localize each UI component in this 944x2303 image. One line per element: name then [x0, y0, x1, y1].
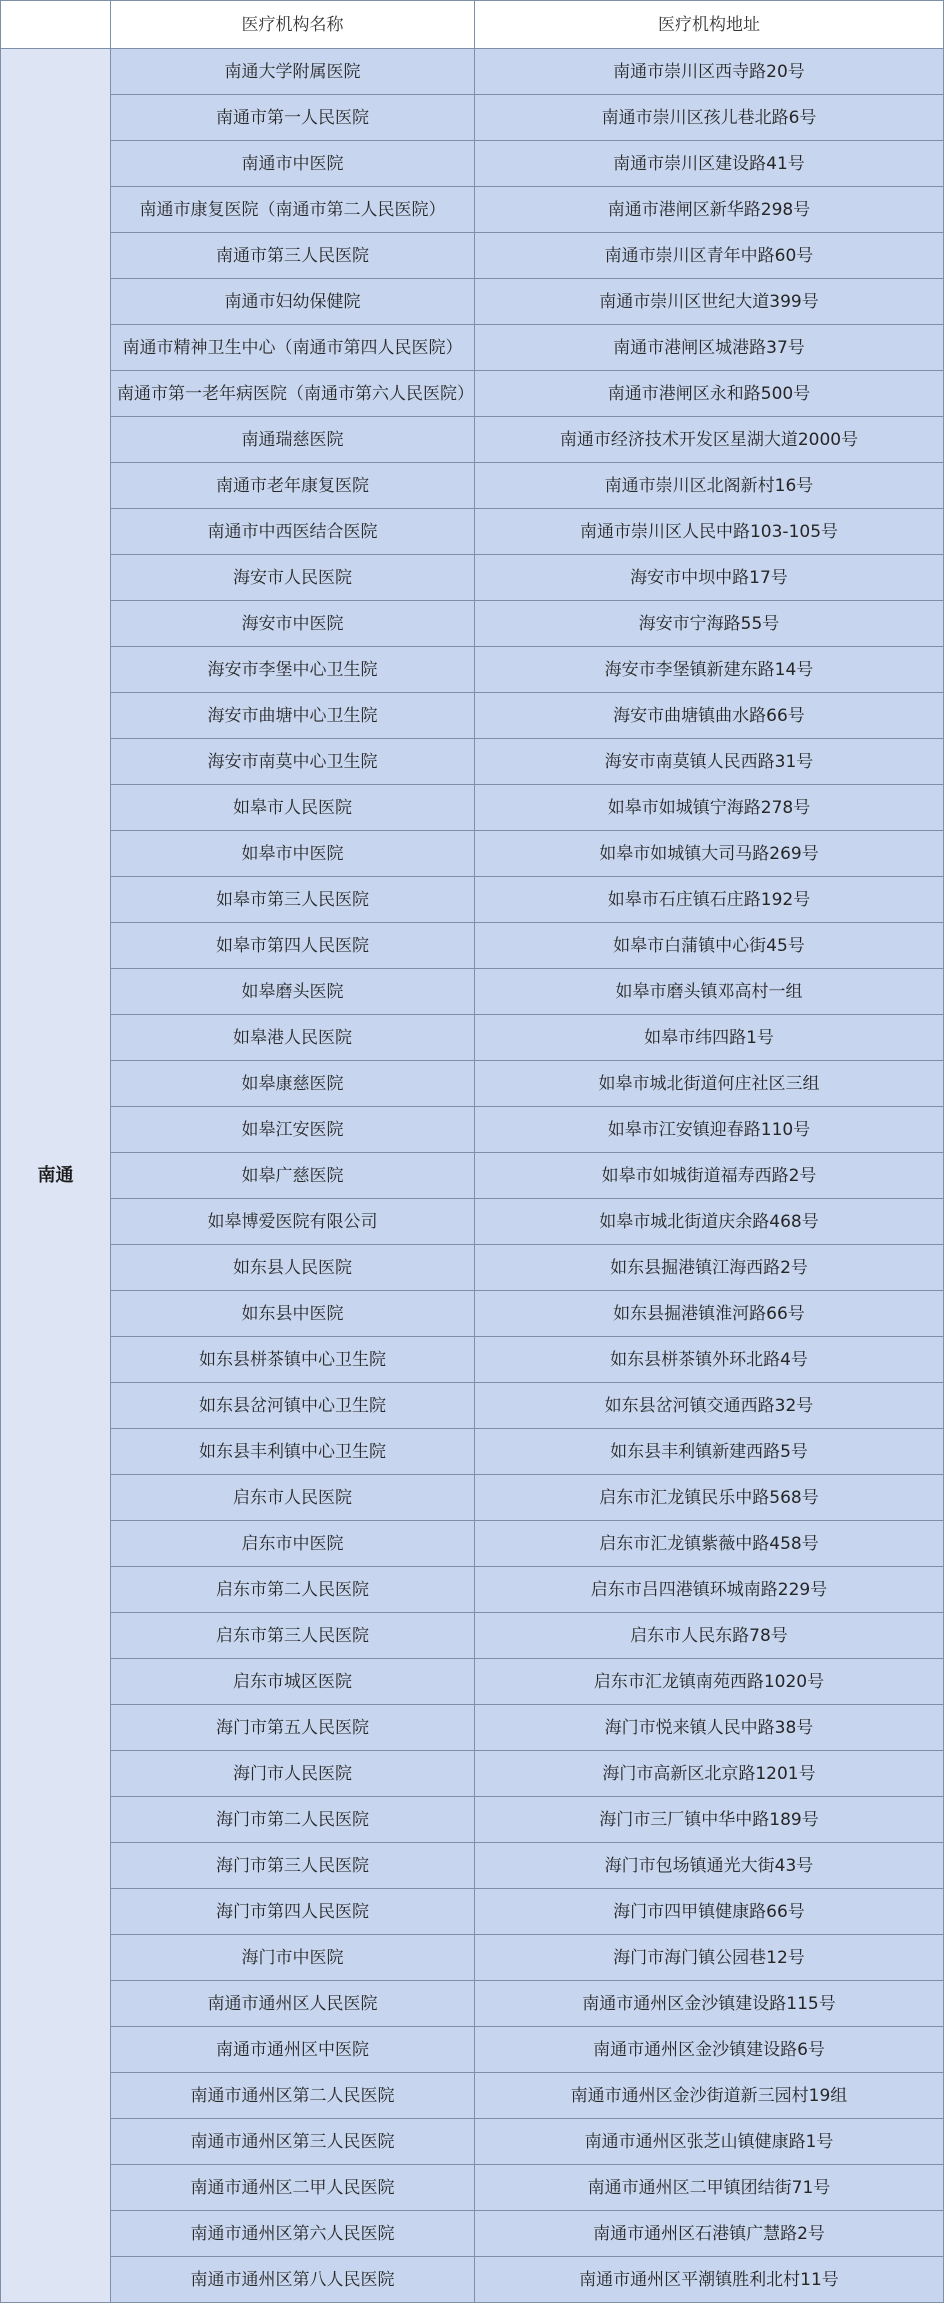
table-row: [1, 1199, 944, 1245]
table-row: [1, 95, 944, 141]
table-row: [1, 141, 944, 187]
table-row: [1, 1107, 944, 1153]
table-row: [1, 785, 944, 831]
table-row: [1, 555, 944, 601]
hospital-address-cell: 如皋市如城街道福寿西路2号: [475, 1153, 944, 1199]
hospital-address-cell: 南通市崇川区世纪大道399号: [475, 279, 944, 325]
hospital-address-cell: 南通市通州区平潮镇胜利北村11号: [475, 2257, 944, 2303]
hospital-address-cell: 如皋市如城镇大司马路269号: [475, 831, 944, 877]
hospital-name-cell: 如皋磨头医院: [111, 969, 475, 1015]
hospital-name-cell: 南通市精神卫生中心（南通市第四人民医院）: [111, 325, 475, 371]
hospital-name-cell: 海安市曲塘中心卫生院: [111, 693, 475, 739]
hospital-name-cell: 南通市通州区二甲人民医院: [111, 2165, 475, 2211]
hospital-address-cell: 如皋市城北街道何庄社区三组: [475, 1061, 944, 1107]
hospital-address-cell: 如东县丰利镇新建西路5号: [475, 1429, 944, 1475]
hospital-name-cell: 如东县中医院: [111, 1291, 475, 1337]
hospital-name-cell: 如东县丰利镇中心卫生院: [111, 1429, 475, 1475]
hospital-name-cell: 南通市老年康复医院: [111, 463, 475, 509]
hospital-address-cell: 海安市曲塘镇曲水路66号: [475, 693, 944, 739]
table-row: [1, 1751, 944, 1797]
hospital-name-cell: 如皋港人民医院: [111, 1015, 475, 1061]
hospital-address-cell: 如皋市纬四路1号: [475, 1015, 944, 1061]
table-row: [1, 1475, 944, 1521]
hospital-name-cell: 南通市妇幼保健院: [111, 279, 475, 325]
hospital-address-cell: 南通市崇川区人民中路103-105号: [475, 509, 944, 555]
header-name-cell: 医疗机构名称: [111, 1, 475, 49]
hospital-name-cell: 海门市第三人民医院: [111, 1843, 475, 1889]
hospital-name-cell: 海安市李堡中心卫生院: [111, 647, 475, 693]
table-row: [1, 2257, 944, 2303]
table-row: [1, 1245, 944, 1291]
hospital-name-cell: 如皋江安医院: [111, 1107, 475, 1153]
table-row: [1, 923, 944, 969]
hospital-address-cell: 南通市港闸区新华路298号: [475, 187, 944, 233]
hospital-name-cell: 南通瑞慈医院: [111, 417, 475, 463]
hospital-address-cell: 南通市通州区张芝山镇健康路1号: [475, 2119, 944, 2165]
hospital-name-cell: 如皋市第三人民医院: [111, 877, 475, 923]
hospital-name-cell: 南通大学附属医院: [111, 49, 475, 95]
hospital-name-cell: 如皋广慈医院: [111, 1153, 475, 1199]
table-row: [1, 1797, 944, 1843]
table-row: [1, 969, 944, 1015]
table-row: [1, 2165, 944, 2211]
table-row: [1, 2073, 944, 2119]
hospital-address-cell: 南通市崇川区建设路41号: [475, 141, 944, 187]
hospital-name-cell: 南通市通州区第六人民医院: [111, 2211, 475, 2257]
hospital-address-cell: 如东县栟茶镇外环北路4号: [475, 1337, 944, 1383]
table-row: [1, 1567, 944, 1613]
hospital-name-cell: 南通市通州区第八人民医院: [111, 2257, 475, 2303]
table-row: [1, 1291, 944, 1337]
hospital-address-cell: 如皋市江安镇迎春路110号: [475, 1107, 944, 1153]
table-row: [1, 693, 944, 739]
hospital-address-cell: 启东市汇龙镇民乐中路568号: [475, 1475, 944, 1521]
table-row: [1, 2027, 944, 2073]
hospital-name-cell: 南通市通州区人民医院: [111, 1981, 475, 2027]
hospital-name-cell: 如皋市中医院: [111, 831, 475, 877]
table-row: [1, 1659, 944, 1705]
table-row: [1, 2211, 944, 2257]
hospital-address-cell: 南通市通州区金沙镇建设路6号: [475, 2027, 944, 2073]
hospital-name-cell: 海门市人民医院: [111, 1751, 475, 1797]
hospital-address-cell: 南通市通州区石港镇广慧路2号: [475, 2211, 944, 2257]
table-row: [1, 1843, 944, 1889]
hospital-address-cell: 启东市汇龙镇紫薇中路458号: [475, 1521, 944, 1567]
hospital-name-cell: 如东县人民医院: [111, 1245, 475, 1291]
hospital-name-cell: 南通市第一人民医院: [111, 95, 475, 141]
table-row: [1, 831, 944, 877]
hospital-address-cell: 启东市人民东路78号: [475, 1613, 944, 1659]
table-row: [1, 1981, 944, 2027]
hospital-name-cell: 如东县岔河镇中心卫生院: [111, 1383, 475, 1429]
table-row: [1, 1613, 944, 1659]
hospital-address-cell: 南通市崇川区孩儿巷北路6号: [475, 95, 944, 141]
hospital-address-cell: 海安市宁海路55号: [475, 601, 944, 647]
hospital-name-cell: 南通市通州区第二人民医院: [111, 2073, 475, 2119]
hospital-name-cell: 如皋博爱医院有限公司: [111, 1199, 475, 1245]
hospital-name-cell: 海门市中医院: [111, 1935, 475, 1981]
hospital-address-cell: 如东县岔河镇交通西路32号: [475, 1383, 944, 1429]
hospital-name-cell: 海安市人民医院: [111, 555, 475, 601]
hospital-address-cell: 海门市海门镇公园巷12号: [475, 1935, 944, 1981]
hospital-address-cell: 海安市南莫镇人民西路31号: [475, 739, 944, 785]
table-row: [1, 877, 944, 923]
hospital-name-cell: 海门市第五人民医院: [111, 1705, 475, 1751]
hospital-name-cell: 南通市通州区中医院: [111, 2027, 475, 2073]
hospital-name-cell: 南通市中医院: [111, 141, 475, 187]
hospital-address-cell: 海门市三厂镇中华中路189号: [475, 1797, 944, 1843]
table-row: [1, 1429, 944, 1475]
hospital-address-cell: 启东市汇龙镇南苑西路1020号: [475, 1659, 944, 1705]
table-row: [1, 463, 944, 509]
hospital-address-cell: 启东市吕四港镇环城南路229号: [475, 1567, 944, 1613]
hospital-address-cell: 如皋市城北街道庆余路468号: [475, 1199, 944, 1245]
table-row: [1, 739, 944, 785]
hospital-name-cell: 南通市通州区第三人民医院: [111, 2119, 475, 2165]
table-row: [1, 2119, 944, 2165]
hospital-name-cell: 启东市城区医院: [111, 1659, 475, 1705]
hospital-name-cell: 启东市第三人民医院: [111, 1613, 475, 1659]
hospital-address-cell: 南通市通州区金沙镇建设路115号: [475, 1981, 944, 2027]
hospital-name-cell: 如皋市人民医院: [111, 785, 475, 831]
hospital-address-cell: 海门市四甲镇健康路66号: [475, 1889, 944, 1935]
table-row: [1, 601, 944, 647]
hospital-name-cell: 启东市中医院: [111, 1521, 475, 1567]
table-row: [1, 1383, 944, 1429]
hospital-name-cell: 如东县栟茶镇中心卫生院: [111, 1337, 475, 1383]
hospital-address-cell: 如东县掘港镇淮河路66号: [475, 1291, 944, 1337]
header-region-cell: [1, 1, 111, 49]
hospital-name-cell: 海门市第四人民医院: [111, 1889, 475, 1935]
table-row: [1, 49, 944, 95]
hospital-name-cell: 南通市中西医结合医院: [111, 509, 475, 555]
hospital-name-cell: 海门市第二人民医院: [111, 1797, 475, 1843]
table-row: [1, 1521, 944, 1567]
hospital-address-cell: 如皋市磨头镇邓高村一组: [475, 969, 944, 1015]
hospital-address-cell: 南通市港闸区城港路37号: [475, 325, 944, 371]
hospital-address-cell: 南通市经济技术开发区星湖大道2000号: [475, 417, 944, 463]
hospital-address-cell: 如皋市如城镇宁海路278号: [475, 785, 944, 831]
hospital-address-cell: 南通市通州区二甲镇团结街71号: [475, 2165, 944, 2211]
hospital-name-cell: 南通市第三人民医院: [111, 233, 475, 279]
hospital-address-cell: 海安市中坝中路17号: [475, 555, 944, 601]
region-cell: 南通: [1, 49, 111, 2303]
hospital-name-cell: 启东市第二人民医院: [111, 1567, 475, 1613]
hospital-address-cell: 如皋市石庄镇石庄路192号: [475, 877, 944, 923]
hospital-name-cell: 海安市中医院: [111, 601, 475, 647]
table-row: [1, 1153, 944, 1199]
hospital-address-cell: 南通市崇川区青年中路60号: [475, 233, 944, 279]
table-row: [1, 417, 944, 463]
hospital-address-cell: 海门市包场镇通光大街43号: [475, 1843, 944, 1889]
hospital-address-cell: 南通市崇川区西寺路20号: [475, 49, 944, 95]
table-row: [1, 1935, 944, 1981]
hospital-name-cell: 南通市康复医院（南通市第二人民医院）: [111, 187, 475, 233]
hospital-name-cell: 南通市第一老年病医院（南通市第六人民医院）: [111, 371, 475, 417]
header-address-cell: 医疗机构地址: [475, 1, 944, 49]
hospital-name-cell: 如皋康慈医院: [111, 1061, 475, 1107]
table-row: [1, 233, 944, 279]
table-row: [1, 1889, 944, 1935]
hospital-address-cell: 南通市崇川区北阁新村16号: [475, 463, 944, 509]
hospital-address-cell: 南通市港闸区永和路500号: [475, 371, 944, 417]
table-header-row: [1, 1, 944, 49]
table-row: [1, 187, 944, 233]
table-row: [1, 509, 944, 555]
table-row: [1, 1337, 944, 1383]
hospital-address-cell: 海安市李堡镇新建东路14号: [475, 647, 944, 693]
table-row: [1, 325, 944, 371]
table-row: [1, 1705, 944, 1751]
table-row: [1, 279, 944, 325]
hospital-name-cell: 海安市南莫中心卫生院: [111, 739, 475, 785]
hospital-address-cell: 南通市通州区金沙街道新三园村19组: [475, 2073, 944, 2119]
table-row: [1, 1015, 944, 1061]
table-row: [1, 1061, 944, 1107]
hospital-address-cell: 如东县掘港镇江海西路2号: [475, 1245, 944, 1291]
hospital-address-cell: 如皋市白蒲镇中心街45号: [475, 923, 944, 969]
hospital-name-cell: 如皋市第四人民医院: [111, 923, 475, 969]
table-row: [1, 371, 944, 417]
hospital-address-cell: 海门市高新区北京路1201号: [475, 1751, 944, 1797]
table-row: [1, 647, 944, 693]
hospital-name-cell: 启东市人民医院: [111, 1475, 475, 1521]
hospital-address-cell: 海门市悦来镇人民中路38号: [475, 1705, 944, 1751]
table-body: [1, 49, 944, 2303]
